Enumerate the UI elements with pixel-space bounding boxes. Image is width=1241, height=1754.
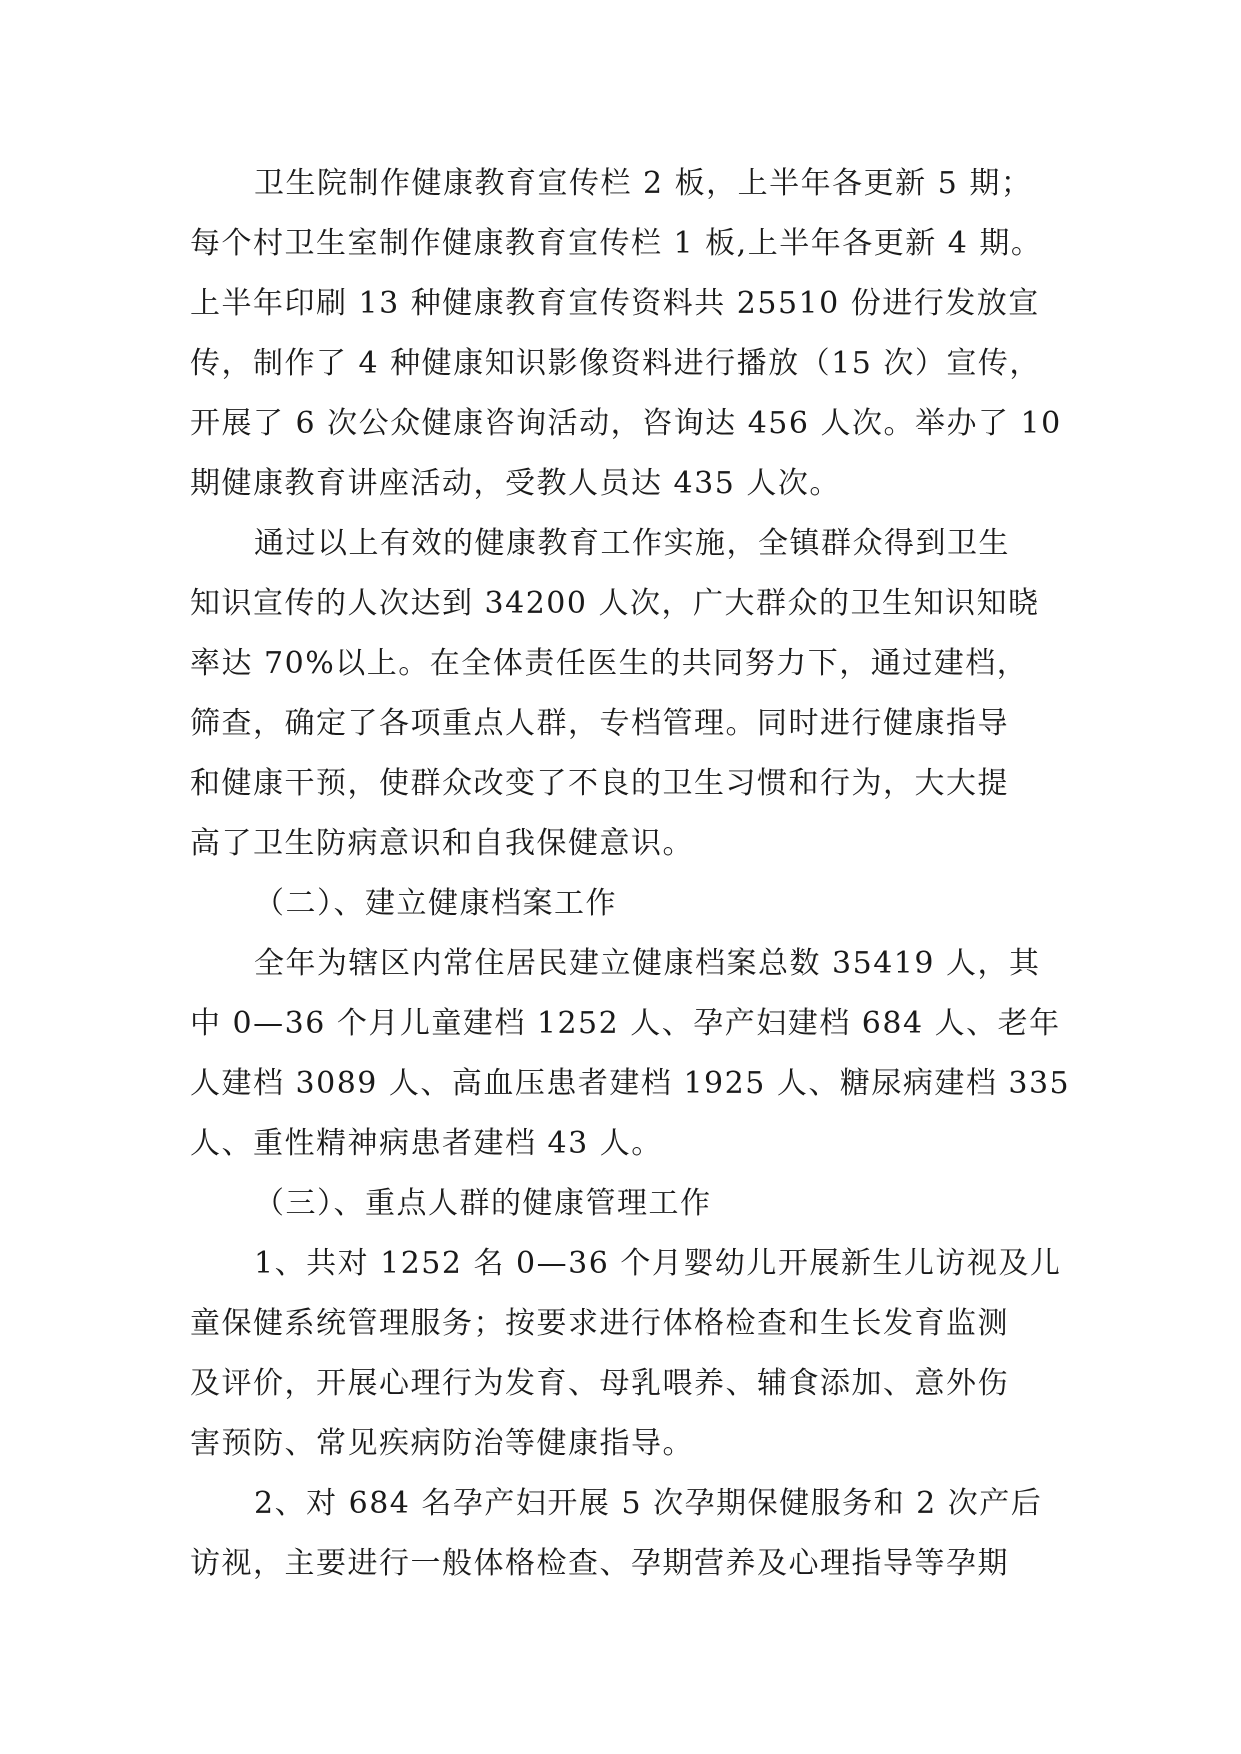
text-line: 开展了 6 次公众健康咨询活动，咨询达 456 人次。举办了 10: [190, 406, 1062, 441]
text-line: 传，制作了 4 种健康知识影像资料进行播放（15 次）宣传，: [190, 346, 1041, 381]
text-line: 知识宣传的人次达到 34200 人次，广大群众的卫生知识知晓: [190, 586, 1040, 621]
text-line: 期健康教育讲座活动，受教人员达 435 人次。: [190, 466, 841, 501]
section-heading-3: （三）、重点人群的健康管理工作: [254, 1186, 712, 1221]
text-line: 筛查，确定了各项重点人群，专档管理。同时进行健康指导: [190, 706, 1009, 741]
text-line: 率达 70%以上。在全体责任医生的共同努力下，通过建档，: [190, 646, 1029, 681]
section-heading-2: （二）、建立健康档案工作: [254, 886, 617, 921]
text-line: 2、对 684 名孕产妇开展 5 次孕期保健服务和 2 次产后: [254, 1486, 1043, 1521]
text-line: 全年为辖区内常住居民建立健康档案总数 35419 人，其: [254, 946, 1041, 981]
text-line: 童保健系统管理服务；按要求进行体格检查和生长发育监测: [190, 1306, 1009, 1341]
text-line: 上半年印刷 13 种健康教育宣传资料共 25510 份进行发放宣: [190, 286, 1040, 321]
text-line: 人建档 3089 人、高血压患者建档 1925 人、糖尿病建档 335: [190, 1066, 1071, 1101]
text-line: 1、共对 1252 名 0—36 个月婴幼儿开展新生儿访视及儿: [254, 1246, 1062, 1281]
text-line: 每个村卫生室制作健康教育宣传栏 1 板,上半年各更新 4 期。: [190, 226, 1043, 261]
document-body: [190, 154, 1071, 1594]
text-line: 及评价，开展心理行为发育、母乳喂养、辅食添加、意外伤: [190, 1366, 1009, 1401]
text-line: 人、重性精神病患者建档 43 人。: [190, 1126, 663, 1161]
text-line: 和健康干预，使群众改变了不良的卫生习惯和行为，大大提: [190, 766, 1009, 801]
text-line: 卫生院制作健康教育宣传栏 2 板，上半年各更新 5 期；: [254, 166, 1033, 201]
text-line: 害预防、常见疾病防治等健康指导。: [190, 1426, 694, 1461]
text-line: 访视，主要进行一般体格检查、孕期营养及心理指导等孕期: [190, 1546, 1009, 1581]
text-line: 高了卫生防病意识和自我保健意识。: [190, 826, 694, 861]
text-line: 通过以上有效的健康教育工作实施，全镇群众得到卫生: [254, 526, 1010, 561]
text-line: 中 0—36 个月儿童建档 1252 人、孕产妇建档 684 人、老年: [190, 1006, 1061, 1041]
